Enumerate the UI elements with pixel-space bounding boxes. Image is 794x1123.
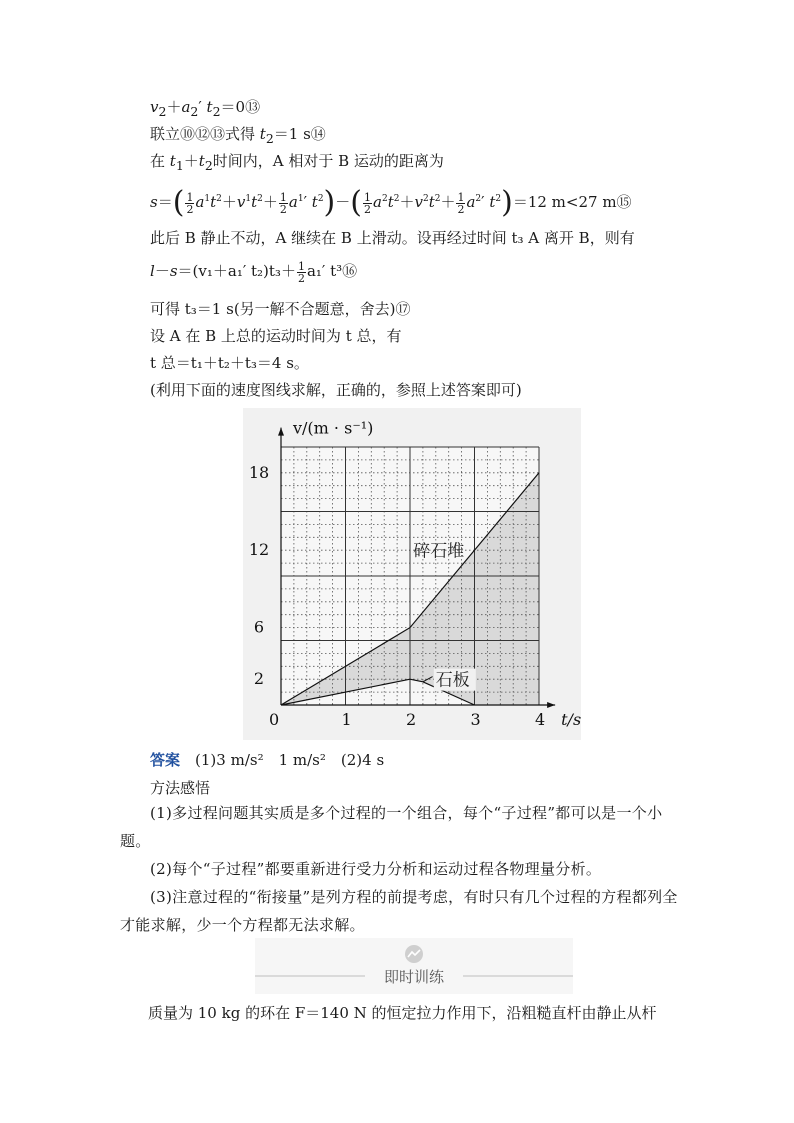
y-tick-label: 6: [253, 617, 265, 637]
equation-14: 联立⑩⑫⑬式得 $t_2=1$ s⑭: [150, 125, 326, 146]
equation-17: 可得 t₃＝1 s(另一解不合题意，舍去)⑰: [150, 300, 411, 318]
section-banner: [255, 938, 573, 994]
y-axis-label: v/(m · s⁻¹): [293, 418, 374, 438]
y-tick-label: 12: [248, 540, 270, 560]
stop-statement: 此后 B 静止不动，A 继续在 B 上滑动。设再经过时间 t₃ A 离开 B，则有: [150, 229, 635, 247]
y-tick-label: 18: [248, 462, 270, 482]
x-tick-label: 0: [269, 710, 280, 729]
x-tick-label: 2: [406, 710, 417, 729]
x-axis-arrow: [547, 702, 555, 708]
y-axis-arrow: [278, 428, 284, 436]
problem-text: 质量为 10 kg 的环在 F＝140 N 的恒定拉力作用下，沿粗糙直杆由静止从杆: [148, 1004, 657, 1022]
method-point-2: (2)每个“子过程”都要重新进行受力分析和运动过程各物理量分析。: [150, 860, 602, 878]
x-tick-label: 4: [535, 710, 546, 729]
answer-label: 答案: [150, 751, 181, 769]
method-point-1: (1)多过程问题其实质是多个过程的一个组合，每个“子过程”都可以是一个小题。: [120, 804, 663, 850]
x-axis-label: t/s: [561, 710, 581, 729]
velocity-time-graph: [243, 408, 581, 740]
method-point-3: (3)注意过程的“衔接量”是列方程的前提考虑，有时只有几个过程的方程都列全才能求解，少一个方程都无法求解。: [120, 888, 678, 934]
x-tick-label: 1: [341, 710, 352, 729]
section-title: 即时训练: [383, 968, 444, 986]
total-time-equation: t 总＝t₁＋t₂＋t₃＝4 s。: [150, 354, 309, 372]
x-tick-label: 3: [470, 710, 481, 729]
equation-13: $v_2+a_2'$ $t_2=0⑬$: [150, 98, 261, 119]
range-statement: 在 $t_1+t_2$时间内，A 相对于 B 运动的距离为: [150, 152, 444, 173]
equation-15: s＝( $\frac{1}{2}$ $a^1t^2+v^1t^2+$ $\frac{1}{2}$ $a^1'$ $t^2)-$( $\frac{1}{2}$ $a^2t^2+v^2t^2+$ $\frac{1}{2}$ $a^2'$ $t^2)=12$ m<27 m⑮: [150, 185, 632, 220]
answer-text: (1)3 m/s² 1 m/s² (2)4 s: [195, 751, 385, 769]
annotation-slab: 石板: [435, 670, 470, 691]
graph-note: (利用下面的速度图线求解，正确的，参照上述答案即可): [150, 381, 522, 399]
y-tick-label: 2: [253, 669, 265, 689]
answer-line: [150, 750, 384, 770]
annotation-rubble: 碎石堆: [413, 541, 465, 562]
method-title: 方法感悟: [150, 779, 211, 797]
velocity-time-chart: [243, 408, 581, 740]
total-time-intro: 设 A 在 B 上总的运动时间为 t 总，有: [150, 327, 402, 345]
equation-16: l－s＝(v₁＋a₁′ t₂)t₃＋ $\frac{1}{2}$ a₁′ t³⑯: [150, 259, 358, 285]
